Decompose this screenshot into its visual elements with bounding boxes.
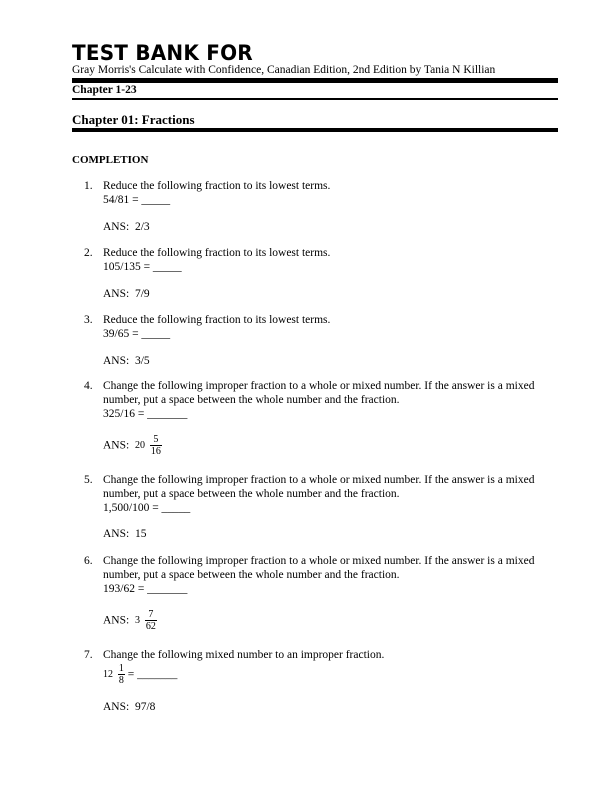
question-expression: 193/62 = _______ <box>103 583 188 595</box>
banner-title: TEST BANK FOR <box>72 40 253 66</box>
question-expression: 325/16 = _______ <box>103 408 188 420</box>
answer-value: 3/5 <box>134 355 150 367</box>
answer-value: 15 <box>134 528 147 540</box>
question-prompt: Change the following improper fraction to a whole or mixed number. If the answer is a mixed number, put a space between the whole number and the fraction. <box>103 555 535 581</box>
question-prompt: Reduce the following fraction to its lowest terms. <box>103 314 331 326</box>
question-number: 5. <box>84 474 93 486</box>
question-number: 3. <box>84 314 93 326</box>
answer-label: ANS: <box>103 221 130 233</box>
question-expression: 54/81 = _____ <box>103 194 171 206</box>
fraction-numerator: 7 <box>145 609 157 621</box>
question-number: 1. <box>84 180 93 192</box>
expression-fraction <box>118 663 125 686</box>
question-number: 2. <box>84 247 93 259</box>
answer-line <box>103 701 155 713</box>
fraction-denominator: 8 <box>118 675 124 686</box>
answer-label: ANS: <box>103 355 130 367</box>
fraction-denominator: 62 <box>145 621 156 632</box>
section-label: COMPLETION <box>72 154 149 166</box>
answer-whole: 3 <box>134 615 140 626</box>
question-number: 6. <box>84 555 93 567</box>
answer-fraction <box>150 434 162 457</box>
book-subtitle: Gray Morris's Calculate with Confidence, Canadian Edition, 2nd Edition by Tania N Killian <box>72 64 496 76</box>
answer-label: ANS: <box>103 614 130 627</box>
answer-fraction <box>145 609 157 632</box>
chapter-title: Chapter 01: Fractions <box>72 112 195 127</box>
header-rule-thin <box>72 98 558 100</box>
question-prompt: Change the following improper fraction to a whole or mixed number. If the answer is a mixed number, put a space between the whole number and the fraction. <box>103 380 535 406</box>
question-prompt: Change the following improper fraction to a whole or mixed number. If the answer is a mixed number, put a space between the whole number and the fraction. <box>103 474 535 500</box>
answer-line <box>103 434 162 457</box>
answer-value: 97/8 <box>134 701 156 713</box>
answer-line <box>103 609 157 632</box>
chapter-rule <box>72 128 558 132</box>
fraction-denominator: 16 <box>150 446 161 457</box>
answer-line <box>103 528 146 540</box>
answer-value: 7/9 <box>134 288 150 300</box>
answer-line <box>103 288 150 300</box>
question-number: 7. <box>84 649 93 661</box>
question-number: 4. <box>84 380 93 392</box>
chapter-range: Chapter 1-23 <box>72 84 137 96</box>
answer-line <box>103 355 150 367</box>
header-rule-thick <box>72 78 558 83</box>
answer-label: ANS: <box>103 288 130 300</box>
question-expression: 1,500/100 = _____ <box>103 502 191 514</box>
answer-value: 2/3 <box>134 221 150 233</box>
answer-line <box>103 221 150 233</box>
answer-whole: 20 <box>134 440 145 451</box>
question-prompt: Reduce the following fraction to its lowest terms. <box>103 247 331 259</box>
question-expression: 105/135 = _____ <box>103 261 182 273</box>
answer-label: ANS: <box>103 439 130 452</box>
expression-tail: = _______ <box>127 668 178 681</box>
question-expression: 39/65 = _____ <box>103 328 171 340</box>
question-expression <box>103 663 177 686</box>
question-prompt: Change the following mixed number to an improper fraction. <box>103 649 385 661</box>
question-prompt: Reduce the following fraction to its lowest terms. <box>103 180 331 192</box>
answer-label: ANS: <box>103 701 130 713</box>
fraction-numerator: 5 <box>150 434 162 446</box>
document-page <box>72 0 558 792</box>
answer-label: ANS: <box>103 528 130 540</box>
expression-whole: 12 <box>103 669 113 680</box>
fraction-numerator: 1 <box>118 663 124 674</box>
